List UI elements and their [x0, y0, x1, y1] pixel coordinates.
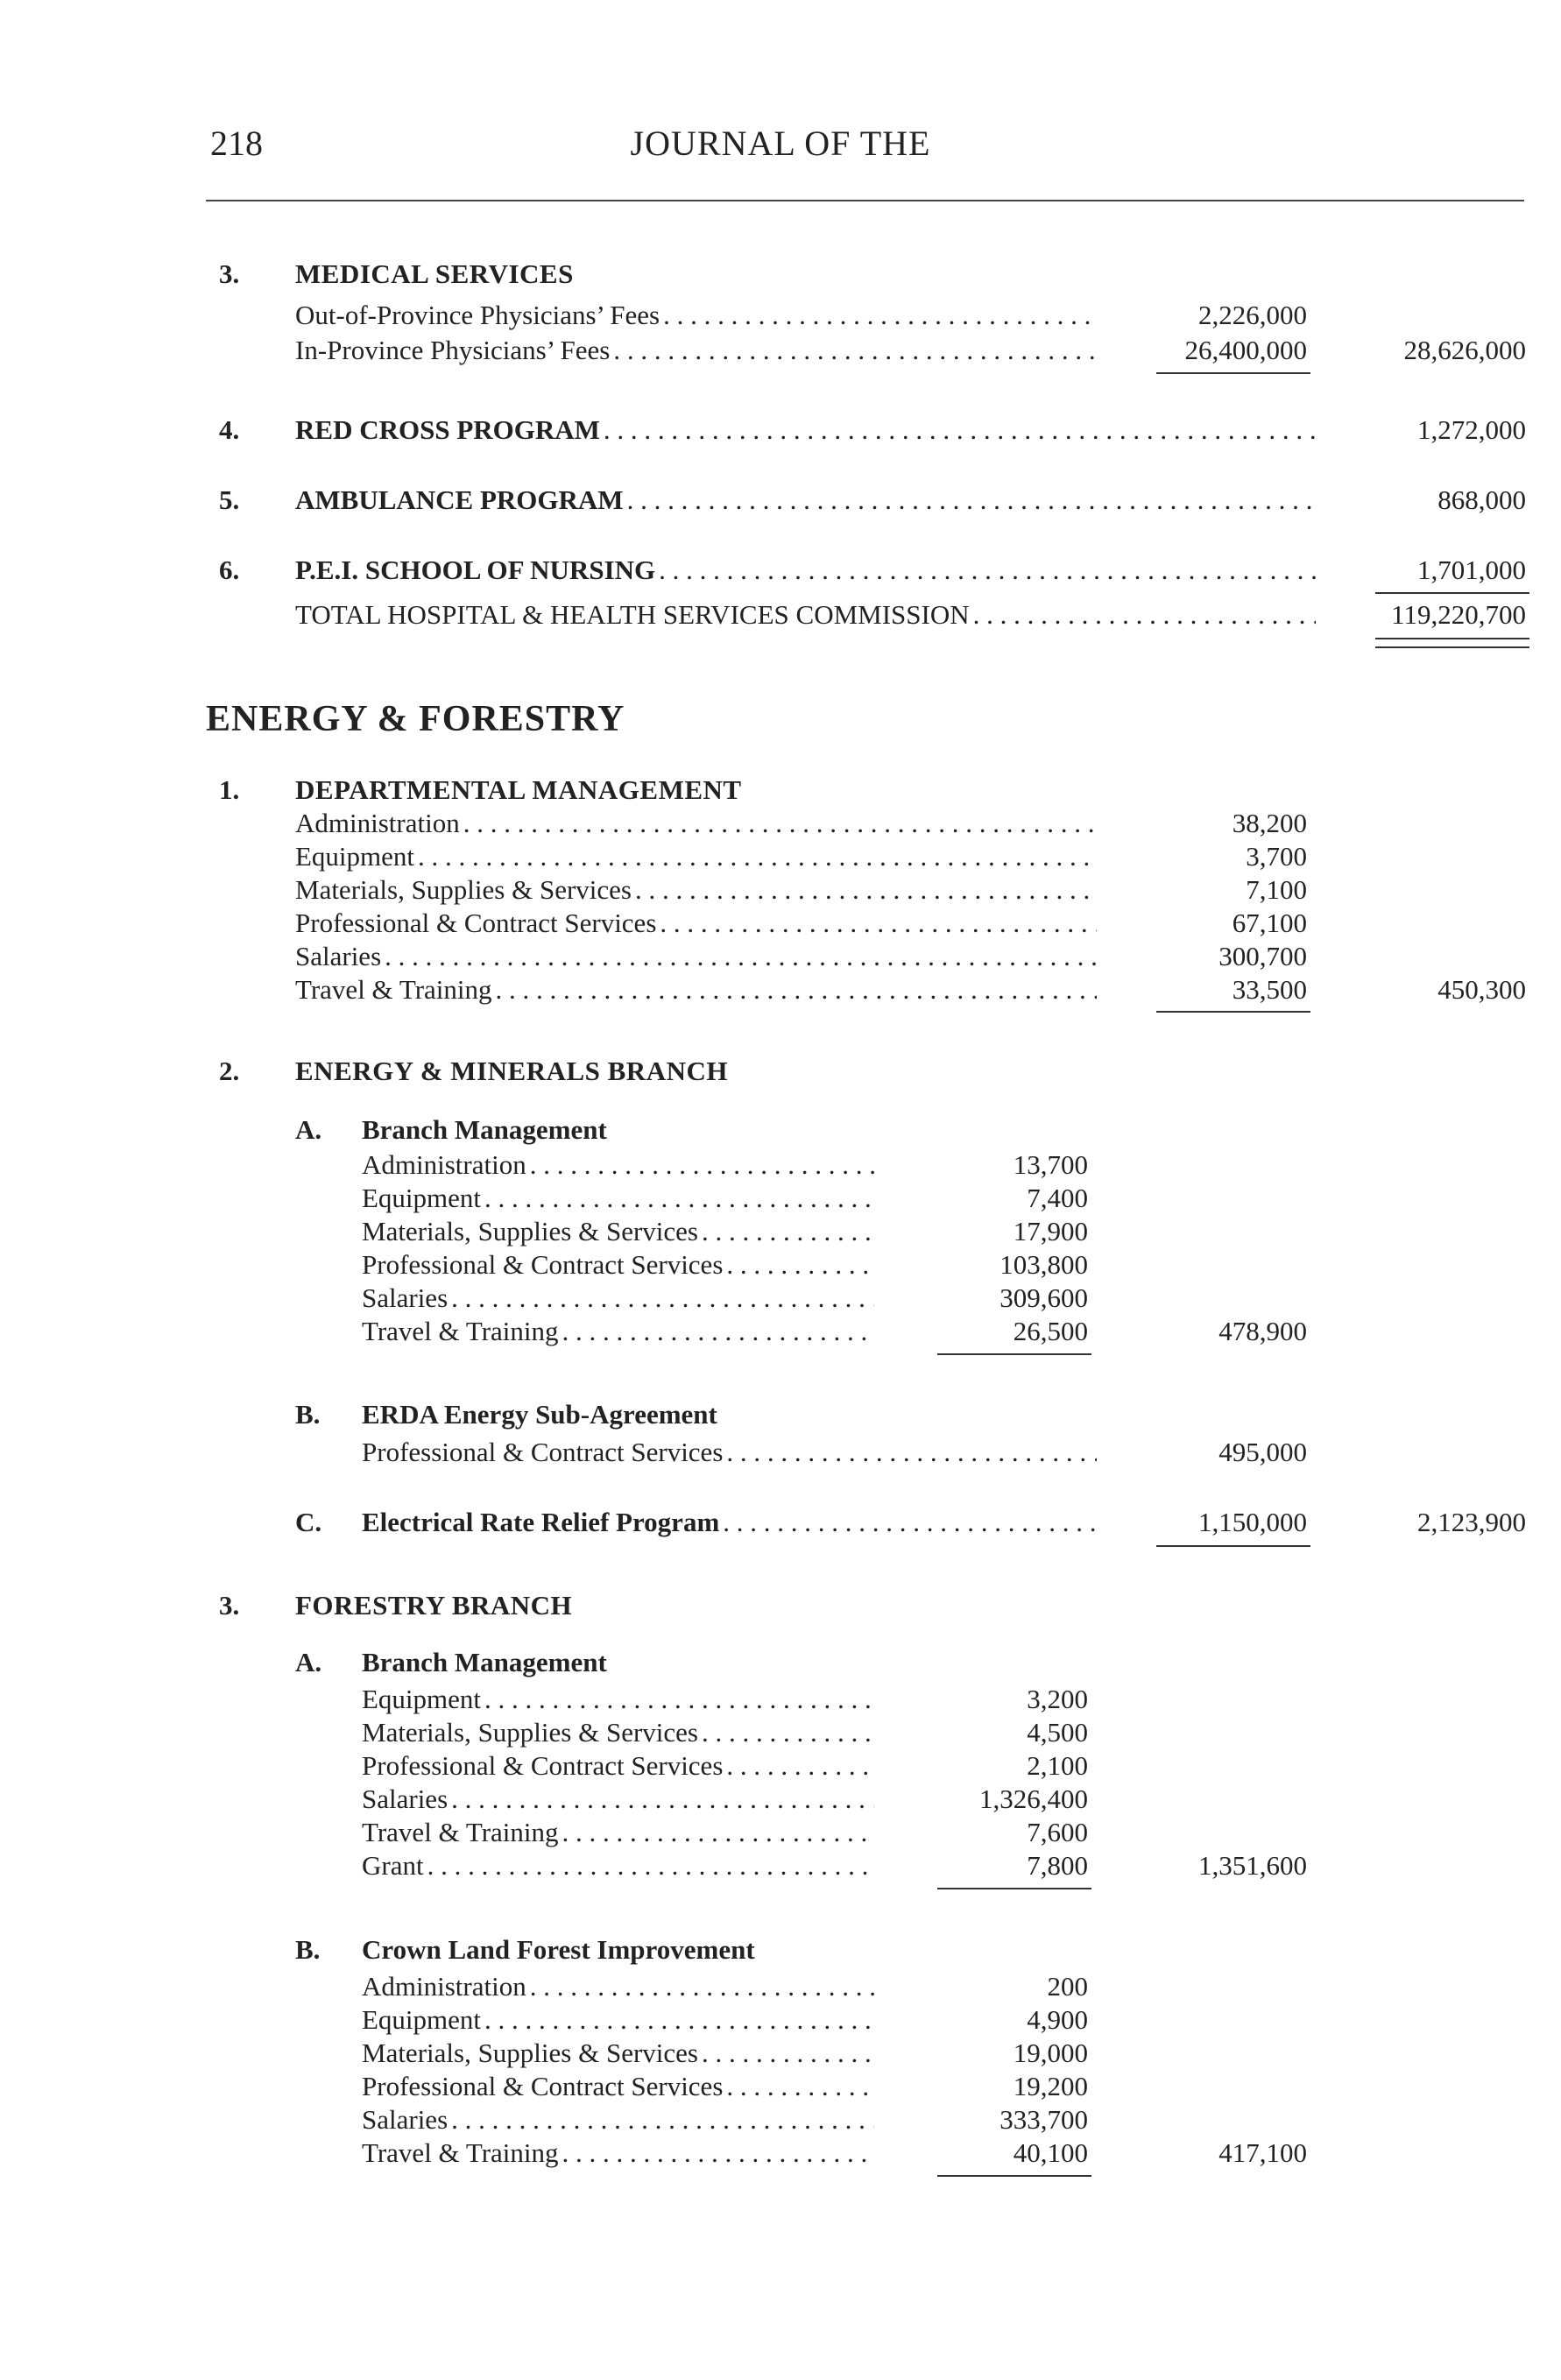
line-item: [362, 1437, 1097, 1470]
section-number: 1.: [219, 774, 240, 805]
amount: 67,100: [1232, 908, 1307, 938]
double-rule-top: [1375, 638, 1529, 639]
line-item-label: Administration: [362, 1971, 526, 2002]
amount: 333,700: [999, 2104, 1088, 2135]
line-item-label: Professional & Contract Services: [362, 2071, 724, 2101]
dot-leader: [451, 1783, 874, 1815]
dot-leader: [604, 414, 1316, 446]
running-title: JOURNAL OF THE: [630, 124, 931, 163]
dot-leader: [726, 2071, 874, 2102]
line-item: [295, 974, 1097, 1007]
forestry-heading: FORESTRY BRANCH: [295, 1590, 573, 1621]
line-item: [362, 1783, 874, 1817]
dot-leader: [973, 599, 1316, 631]
subsection-letter: A.: [295, 1647, 322, 1677]
amount: 200: [1047, 1971, 1088, 2002]
amount: 7,600: [1027, 1817, 1088, 1847]
erda-heading: ERDA Energy Sub-Agreement: [362, 1399, 717, 1430]
dot-leader: [726, 1437, 1097, 1468]
line-item: [295, 554, 1316, 588]
dot-leader: [530, 1149, 874, 1181]
red-cross-heading: RED CROSS PROGRAM: [295, 414, 600, 445]
grand-total-line: [295, 599, 1316, 632]
amount: 40,100: [1013, 2137, 1088, 2168]
line-item-label: Professional & Contract Services: [362, 1249, 724, 1280]
line-item-label: Travel & Training: [362, 1316, 559, 1346]
amount: 17,900: [1013, 1216, 1088, 1246]
dot-leader: [702, 1216, 874, 1247]
energy-minerals-heading: ENERGY & MINERALS BRANCH: [295, 1056, 728, 1086]
line-item-label: Materials, Supplies & Services: [362, 1216, 698, 1246]
grand-total-amount: 119,220,700: [1391, 599, 1526, 630]
dot-leader: [530, 1971, 874, 2002]
dot-leader: [702, 2037, 874, 2069]
section-number: 3.: [219, 1590, 240, 1621]
line-item-label: Grant: [362, 1850, 424, 1881]
line-item: [362, 1149, 874, 1183]
page-header: [0, 123, 1561, 175]
line-item: [295, 414, 1316, 448]
line-item: [362, 2071, 874, 2104]
amount: 103,800: [999, 1249, 1088, 1280]
dot-leader: [562, 1316, 874, 1347]
subtotal-rule: [1156, 372, 1310, 374]
medical-services-heading: MEDICAL SERVICES: [295, 258, 574, 289]
amount: 300,700: [1218, 941, 1307, 971]
dot-leader: [702, 1717, 874, 1748]
line-item-label: Travel & Training: [295, 974, 492, 1005]
line-item: [362, 1282, 874, 1316]
amount: 4,500: [1027, 1717, 1088, 1748]
dot-leader: [427, 1850, 874, 1882]
subsection-letter: C.: [295, 1507, 322, 1537]
dot-leader: [613, 335, 1097, 366]
subtotal-rule: [937, 2175, 1091, 2177]
line-item-label: Professional & Contract Services: [362, 1750, 724, 1781]
line-item: [362, 1850, 874, 1883]
line-item-label: In-Province Physicians’ Fees: [295, 335, 611, 365]
subsection-letter: B.: [295, 1399, 321, 1430]
dot-leader: [635, 874, 1097, 906]
amount: 3,200: [1027, 1684, 1088, 1714]
dot-leader: [562, 1817, 874, 1848]
section-total: 1,701,000: [1417, 554, 1526, 585]
amount: 3,700: [1246, 841, 1307, 872]
line-item: [362, 1183, 874, 1216]
line-item: [362, 1316, 874, 1349]
amount: 7,800: [1027, 1850, 1088, 1881]
section-total: 2,123,900: [1417, 1507, 1526, 1537]
line-item-label: Salaries: [295, 941, 382, 971]
subtotal-rule: [1156, 1545, 1310, 1547]
amount: 33,500: [1232, 974, 1307, 1005]
line-item-label: Materials, Supplies & Services: [362, 2037, 698, 2068]
dot-leader: [451, 1282, 874, 1314]
subtotal-rule: [937, 1888, 1091, 1889]
section-number: 2.: [219, 1056, 240, 1086]
amount: 7,400: [1027, 1183, 1088, 1213]
line-item: [362, 1249, 874, 1282]
line-item: [362, 1507, 1097, 1540]
line-item: [295, 300, 1097, 333]
dot-leader: [418, 841, 1097, 872]
line-item-label: Administration: [295, 808, 460, 838]
dot-leader: [484, 1684, 874, 1715]
dot-leader: [726, 1750, 874, 1782]
amount: 4,900: [1027, 2004, 1088, 2035]
departmental-management-heading: DEPARTMENTAL MANAGEMENT: [295, 774, 742, 805]
crown-land-heading: Crown Land Forest Improvement: [362, 1934, 755, 1965]
section-total: 28,626,000: [1403, 335, 1526, 365]
section-number: 4.: [219, 414, 240, 445]
subsection-letter: B.: [295, 1934, 321, 1965]
amount: 19,000: [1013, 2037, 1088, 2068]
ambulance-heading: AMBULANCE PROGRAM: [295, 484, 624, 515]
line-item-label: Equipment: [362, 1183, 482, 1213]
line-item: [362, 2037, 874, 2071]
dot-leader: [385, 941, 1097, 972]
line-item-label: Equipment: [362, 2004, 482, 2035]
section-number: 5.: [219, 484, 240, 515]
line-item: [362, 1684, 874, 1717]
dot-leader: [484, 1183, 874, 1214]
dot-leader: [726, 1249, 874, 1281]
section-total: 868,000: [1437, 484, 1526, 515]
amount: 1,326,400: [979, 1783, 1088, 1814]
line-item: [362, 2104, 874, 2137]
line-item: [295, 874, 1097, 908]
dot-leader: [484, 2004, 874, 2036]
branch-management-heading: Branch Management: [362, 1647, 607, 1677]
amount: 2,226,000: [1198, 300, 1307, 330]
dot-leader: [659, 554, 1316, 586]
dot-leader: [451, 2104, 874, 2136]
double-rule-bottom: [1375, 646, 1529, 648]
total-rule: [1375, 592, 1529, 594]
grand-total-label: TOTAL HOSPITAL & HEALTH SERVICES COMMISSION: [295, 599, 970, 630]
subtotal-rule: [937, 1353, 1091, 1355]
line-item-label: Salaries: [362, 1282, 449, 1313]
line-item: [362, 1216, 874, 1249]
amount: 7,100: [1246, 874, 1307, 905]
dot-leader: [627, 484, 1316, 516]
subsection-total: 1,150,000: [1198, 1507, 1307, 1537]
line-item: [362, 1750, 874, 1783]
line-item: [295, 908, 1097, 941]
section-total: 1,272,000: [1417, 414, 1526, 445]
line-item: [295, 808, 1097, 841]
branch-management-heading: Branch Management: [362, 1114, 607, 1145]
dot-leader: [663, 300, 1097, 331]
line-item-label: Out-of-Province Physicians’ Fees: [295, 300, 660, 330]
subsection-total: 495,000: [1218, 1437, 1307, 1467]
amount: 13,700: [1013, 1149, 1088, 1180]
nursing-heading: P.E.I. SCHOOL OF NURSING: [295, 554, 656, 585]
section-total: 450,300: [1437, 974, 1526, 1005]
line-item-label: Equipment: [362, 1684, 482, 1714]
line-item-label: Materials, Supplies & Services: [295, 874, 632, 905]
section-number: 6.: [219, 554, 240, 585]
line-item: [362, 2004, 874, 2037]
line-item-label: Administration: [362, 1149, 526, 1180]
line-item: [295, 941, 1097, 974]
subsection-total: 1,351,600: [1198, 1850, 1307, 1881]
line-item-label: Travel & Training: [362, 1817, 559, 1847]
dot-leader: [723, 1507, 1097, 1538]
amount: 2,100: [1027, 1750, 1088, 1781]
line-item: [362, 1817, 874, 1850]
dot-leader: [463, 808, 1097, 839]
energy-forestry-title: ENERGY & FORESTRY: [206, 699, 625, 739]
line-item: [362, 1971, 874, 2004]
dot-leader: [562, 2137, 874, 2169]
header-rule: [206, 200, 1524, 201]
line-item-label: Professional & Contract Services: [362, 1437, 724, 1467]
line-item-label: Salaries: [362, 1783, 449, 1814]
line-item-label: Salaries: [362, 2104, 449, 2135]
rate-relief-heading: Electrical Rate Relief Program: [362, 1507, 720, 1537]
dot-leader: [660, 908, 1097, 939]
line-item: [362, 1717, 874, 1750]
line-item: [295, 484, 1316, 518]
amount: 38,200: [1232, 808, 1307, 838]
line-item-label: Equipment: [295, 841, 415, 872]
dot-leader: [496, 974, 1097, 1006]
amount: 26,400,000: [1184, 335, 1307, 365]
line-item-label: Professional & Contract Services: [295, 908, 657, 938]
line-item: [295, 335, 1097, 368]
amount: 19,200: [1013, 2071, 1088, 2101]
subsection-letter: A.: [295, 1114, 322, 1145]
line-item: [362, 2137, 874, 2171]
line-item-label: Travel & Training: [362, 2137, 559, 2168]
section-number: 3.: [219, 258, 240, 289]
line-item-label: Materials, Supplies & Services: [362, 1717, 698, 1748]
amount: 309,600: [999, 1282, 1088, 1313]
amount: 26,500: [1013, 1316, 1088, 1346]
page-number: 218: [210, 124, 263, 163]
subsection-total: 478,900: [1218, 1316, 1307, 1346]
subsection-total: 417,100: [1218, 2137, 1307, 2168]
line-item: [295, 841, 1097, 874]
subtotal-rule: [1156, 1011, 1310, 1013]
